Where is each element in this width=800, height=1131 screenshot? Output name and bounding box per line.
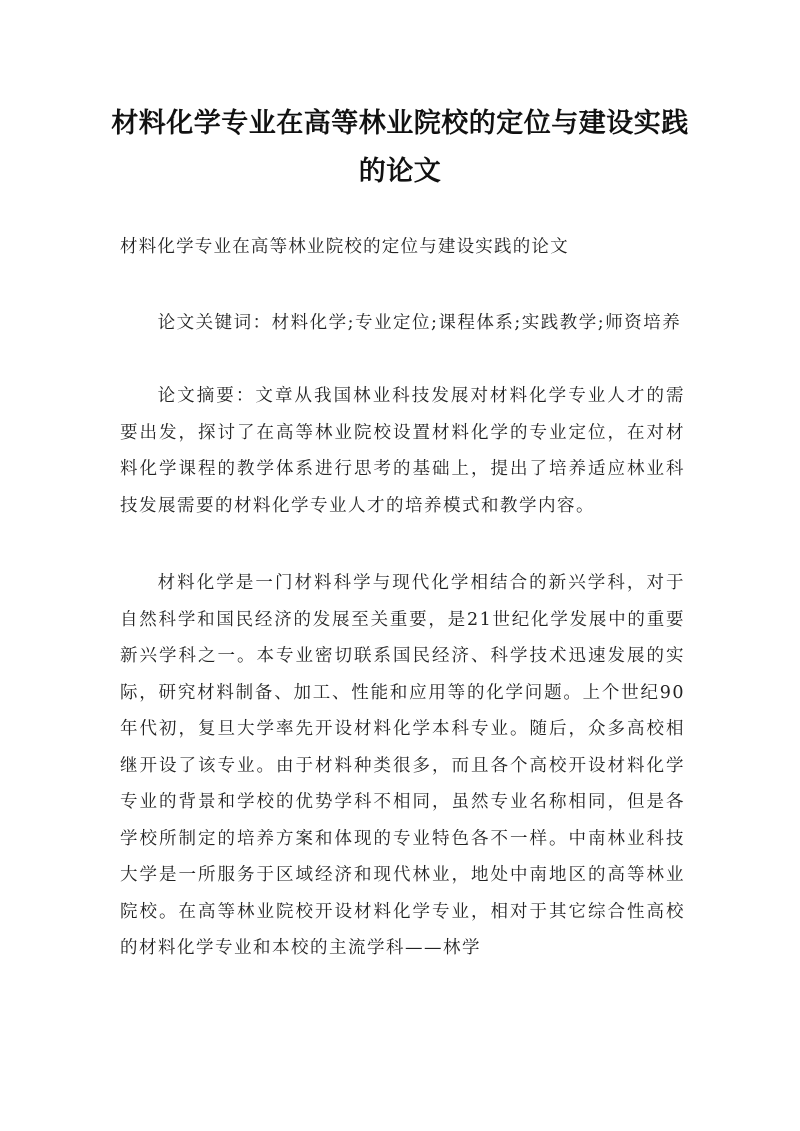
body-paragraph: 材料化学是一门材料科学与现代化学相结合的新兴学科，对于自然科学和国民经济的发展至关重要，是21世纪化学发展中的重要新兴学科之一。本专业密切联系国民经济、科学技术迅速发展的实际，研究材料制备、加工、性能和应用等的化学问题。上个世纪90年代初，复旦大学率先开设材料化学本科专业。随后，众多高校相继开设了该专业。由于材料种类很多，而且各个高校开设材料化学专业的背景和学校的优势学科不相同，虽然专业名称相同，但是各学校所制定的培养方案和体现的专业特色各不一样。中南林业科技大学是一所服务于区域经济和现代林业，地处中南地区的高等林业院校。在高等林业院校开设材料化学专业，相对于其它综合性高校的材料化学专业和本校的主流学科——林学 (120, 573, 685, 958)
abstract-paragraph: 论文摘要：文章从我国林业科技发展对材料化学专业人才的需要出发，探讨了在高等林业院校设置材料化学的专业定位，在对材料化学课程的教学体系进行思考的基础上，提出了培养适应林业科技发展需要的材料化学专业人才的培养模式和教学内容。 (120, 386, 685, 516)
keywords-paragraph: 论文关键词：材料化学;专业定位;课程体系;实践教学;师资培养 (157, 313, 682, 333)
document-title: 材料化学专业在高等林业院校的定位与建设实践的论文 (111, 108, 689, 187)
document-subtitle: 材料化学专业在高等林业院校的定位与建设实践的论文 (120, 237, 569, 257)
